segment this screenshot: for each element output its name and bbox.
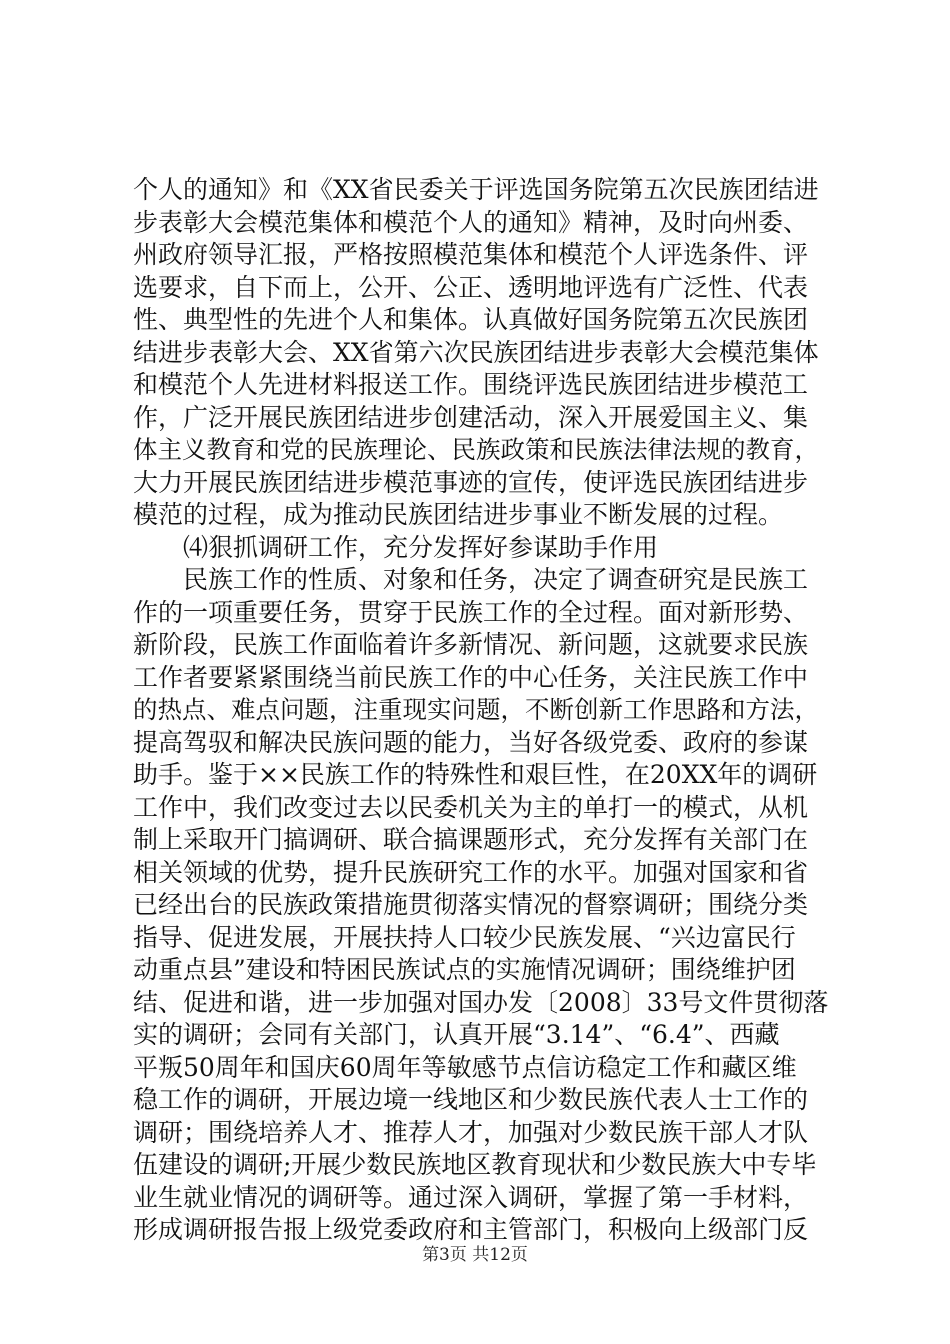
text-line: 民族工作的性质、对象和任务，决定了调查研究是民族工 [183,565,809,594]
text-line: 动重点县”建设和特困民族试点的实施情况调研；围绕维护团 [133,955,796,984]
text-line: 调研；围绕培养人才、推荐人才，加强对少数民族干部人才队 [133,1117,809,1147]
text-line: 平叛50周年和国庆60周年等敏感节点信访稳定工作和藏区维 [133,1052,797,1082]
text-line: 助手。鉴于××民族工作的特殊性和艰巨性，在20XX年的调研 [133,760,818,789]
text-line: 模范的过程，成为推动民族团结进步事业不断发展的过程。 [133,500,784,529]
text-line: 体主义教育和党的民族理论、民族政策和民族法律法规的教育， [133,435,819,464]
text-line: 工作中，我们改变过去以民委机关为主的单打一的模式，从机 [133,792,809,822]
text-line: 性、典型性的先进个人和集体。认真做好国务院第五次民族团 [133,305,809,334]
text-line: 的热点、难点问题，注重现实问题，不断创新工作思路和方法， [133,695,819,724]
text-line: 步表彰大会模范集体和模范个人的通知》精神，及时向州委、 [133,207,809,237]
text-line: 选要求，自下而上，公开、公正、透明地评选有广泛性、代表 [133,272,809,302]
text-line: 已经出台的民族政策措施贯彻落实情况的督察调研；围绕分类 [133,890,809,919]
text-line: 新阶段，民族工作面临着许多新情况、新问题，这就要求民族 [133,630,809,659]
text-line: 伍建设的调研;开展少数民族地区教育现状和少数民族大中专毕 [133,1150,817,1179]
text-line: 实的调研；会同有关部门，认真开展“3.14”、“6.4”、西藏 [133,1020,780,1049]
text-line: 制上采取开门搞调研、联合搞课题形式，充分发挥有关部门在 [133,825,809,854]
text-line: 大力开展民族团结进步模范事迹的宣传，使评选民族团结进步 [133,467,809,497]
text-line: 相关领域的优势，提升民族研究工作的水平。加强对国家和省 [133,857,809,887]
page-footer: 第3页 共12页 [422,1245,528,1265]
text-line: 形成调研报告报上级党委政府和主管部门，积极向上级部门反 [133,1215,809,1244]
text-line: 和模范个人先进材料报送工作。围绕评选民族团结进步模范工 [133,370,809,399]
text-line: 工作者要紧紧围绕当前民族工作的中心任务，关注民族工作中 [133,662,809,692]
text-line: 业生就业情况的调研等。通过深入调研，掌握了第一手材料， [133,1182,809,1212]
text-line: 作，广泛开展民族团结进步创建活动，深入开展爱国主义、集 [133,402,809,432]
text-line: 结进步表彰大会、XX省第六次民族团结进步表彰大会模范集体 [133,337,819,367]
text-line: 州政府领导汇报，严格按照模范集体和模范个人评选条件、评 [133,240,809,269]
text-line: 提高驾驭和解决民族问题的能力，当好各级党委、政府的参谋 [133,727,809,757]
text-line: 稳工作的调研，开展边境一线地区和少数民族代表人士工作的 [133,1085,809,1114]
body-text [133,174,833,1247]
text-line: ⑷狠抓调研工作，充分发挥好参谋助手作用 [183,532,659,562]
text-line: 指导、促进发展，开展扶持人口较少民族发展、“兴边富民行 [133,922,796,952]
text-line: 个人的通知》和《XX省民委关于评选国务院第五次民族团结进 [133,175,819,204]
text-line: 作的一项重要任务，贯穿于民族工作的全过程。面对新形势、 [133,597,809,627]
text-line: 结、促进和谐，进一步加强对国办发〔2008〕33号文件贯彻落 [133,987,829,1017]
